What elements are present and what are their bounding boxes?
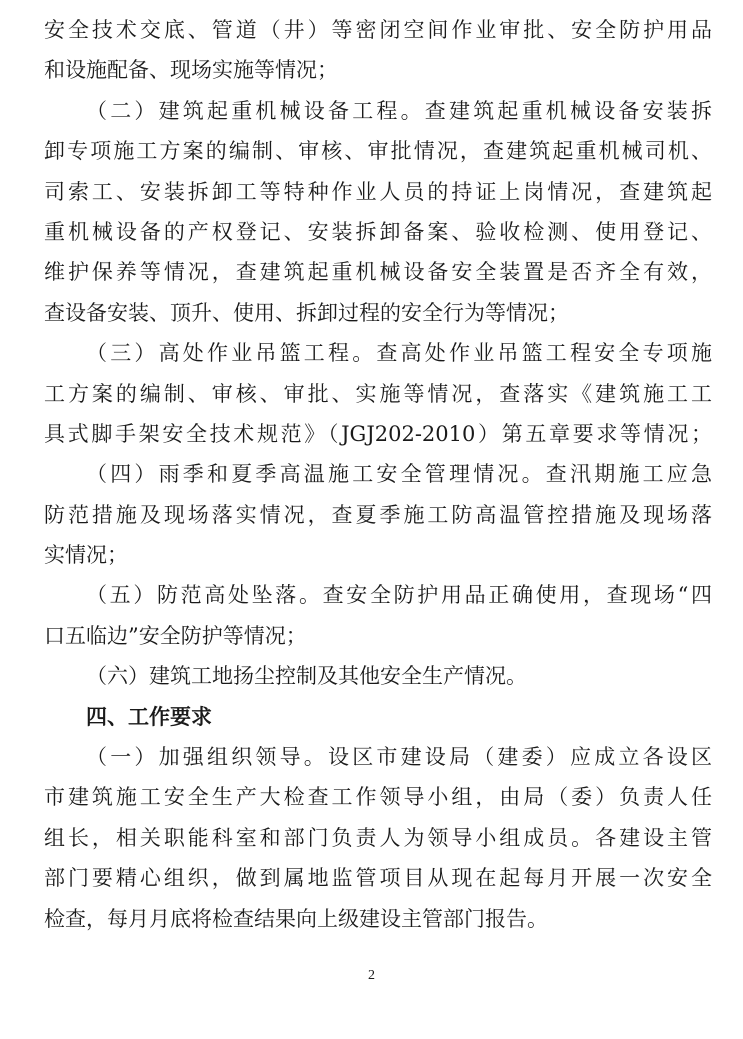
text-line: 组长，相关职能科室和部门负责人为领导小组成员。各建设主管: [44, 825, 712, 850]
text-line: 部门要精心组织，做到属地监管项目从现在起每月开展一次安全: [44, 866, 712, 891]
text-line: 实情况；: [44, 543, 128, 568]
text-line: （五）防范高处坠落。查安全防护用品正确使用，查现场“四: [86, 583, 712, 608]
text-line: （一）加强组织领导。设区市建设局（建委）应成立各设区: [86, 745, 712, 770]
text-line: （六）建筑工地扬尘控制及其他安全生产情况。: [86, 664, 527, 689]
text-line: 司索工、安装拆卸工等特种作业人员的持证上岗情况，查建筑起: [44, 179, 712, 204]
section-heading: 四、工作要求: [86, 704, 212, 729]
text-line: 重机械设备的产权登记、安装拆卸备案、验收检测、使用登记、: [44, 219, 712, 244]
text-line: （二）建筑起重机械设备工程。查建筑起重机械设备安装拆: [86, 98, 712, 123]
text-line: 查设备安装、顶升、使用、拆卸过程的安全行为等情况；: [44, 300, 569, 325]
text-line: 维护保养等情况，查建筑起重机械设备安全装置是否齐全有效，: [44, 260, 712, 285]
text-line: （四）雨季和夏季高温施工安全管理情况。查汛期施工应急: [86, 462, 712, 487]
text-line: 口五临边”安全防护等情况；: [44, 623, 307, 648]
text-line: 检查，每月月底将检查结果向上级建设主管部门报告。: [44, 906, 548, 931]
document-body: [44, 10, 712, 939]
text-line: （三）高处作业吊篮工程。查高处作业吊篮工程安全专项施: [86, 341, 712, 366]
text-line: 工方案的编制、审核、审批、实施等情况，查落实《建筑施工工: [44, 381, 712, 406]
text-line: 防范措施及现场落实情况，查夏季施工防高温管控措施及现场落: [44, 502, 712, 527]
text-line: 卸专项施工方案的编制、审核、审批情况，查建筑起重机械司机、: [44, 139, 712, 164]
text-line: 市建筑施工安全生产大检查工作领导小组，由局（委）负责人任: [44, 785, 712, 810]
text-line: 安全技术交底、管道（井）等密闭空间作业审批、安全防护用品: [44, 18, 712, 42]
text-line: 具式脚手架安全技术规范》（JGJ202-2010）第五章要求等情况；: [44, 421, 712, 446]
text-line: 和设施配备、现场实施等情况；: [44, 58, 338, 83]
page-number: 2: [368, 968, 375, 983]
